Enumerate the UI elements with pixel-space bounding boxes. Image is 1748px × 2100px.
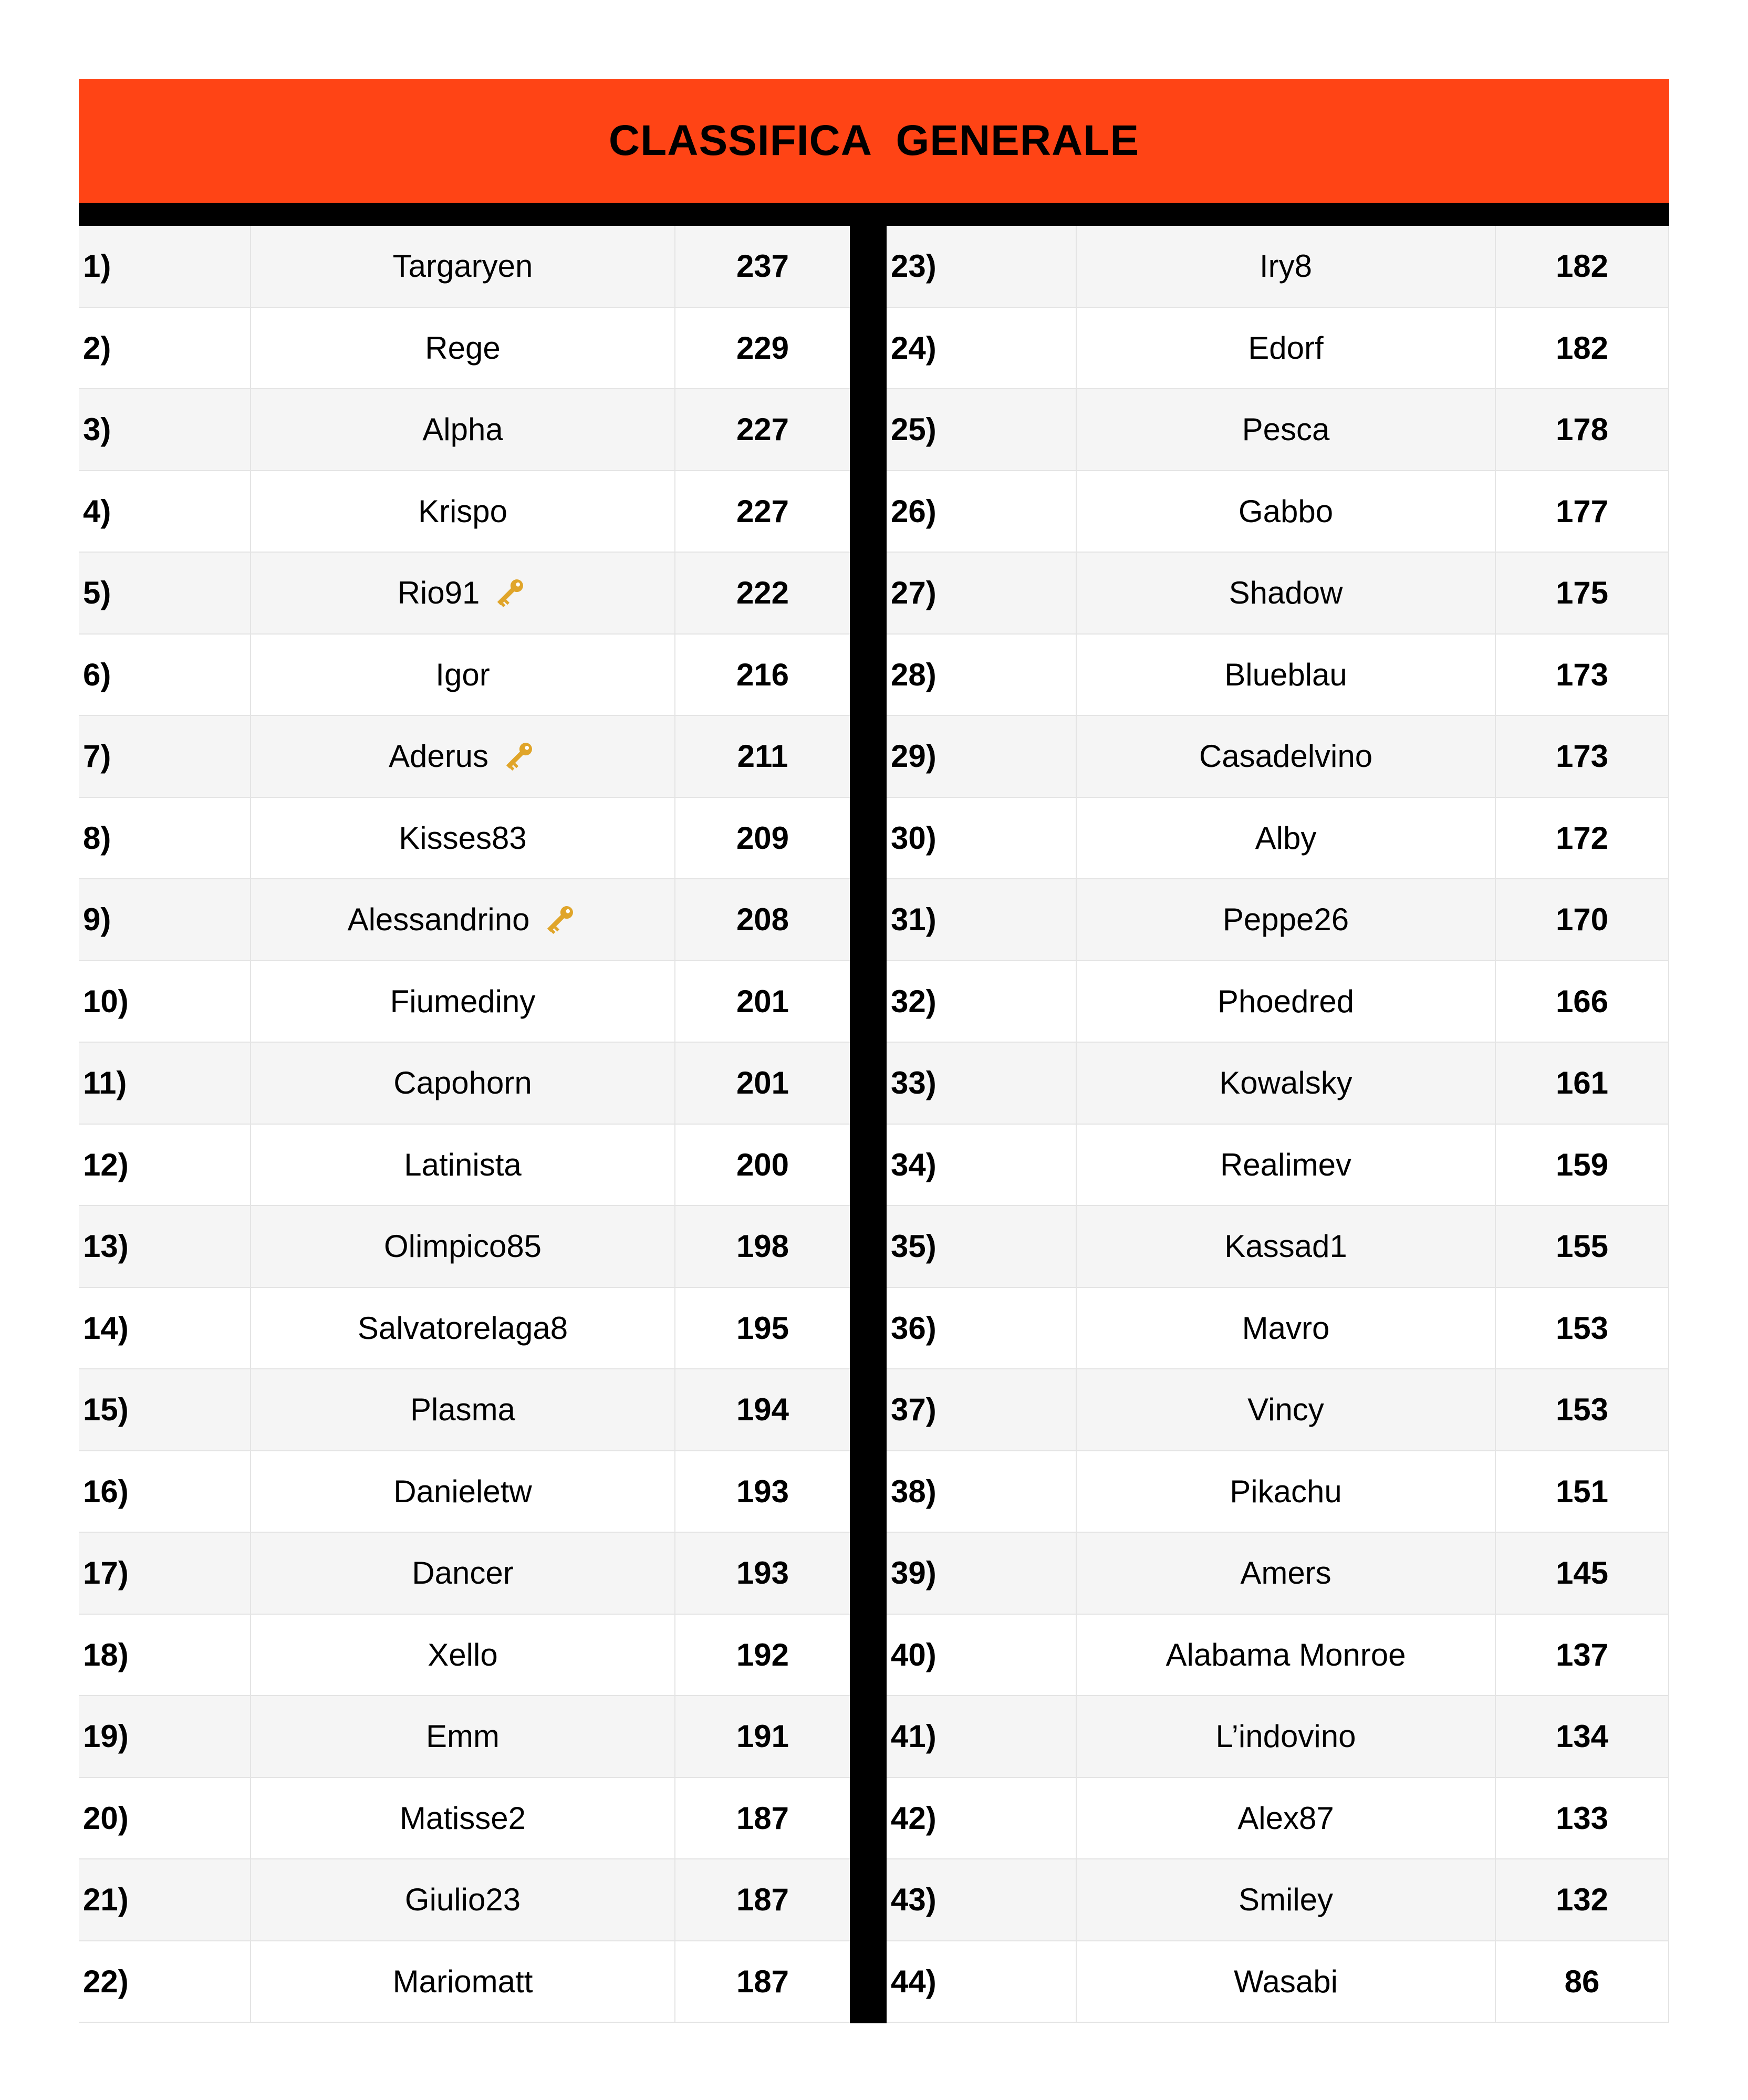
standings-row [887, 226, 1669, 308]
player-name: Kassad1 [1224, 1229, 1347, 1264]
standings-row [79, 1941, 850, 2023]
rank-cell: 9) [79, 879, 251, 960]
standings-row [79, 798, 850, 880]
rank-cell: 34) [887, 1125, 1077, 1205]
standings-row [79, 1206, 850, 1288]
player-name-cell [251, 798, 675, 879]
rank-cell: 6) [79, 635, 251, 715]
rank-cell: 21) [79, 1859, 251, 1940]
score-cell: 177 [1555, 493, 1609, 529]
score-cell: 187 [736, 1882, 789, 1918]
standings-row [79, 1778, 850, 1860]
score-cell: 208 [736, 902, 789, 938]
player-name: Alpha [422, 412, 503, 448]
player-name: Realimev [1220, 1147, 1352, 1182]
player-name: Latinista [404, 1147, 522, 1182]
player-name: Salvatorelaga8 [357, 1310, 568, 1346]
player-name: Danieletw [393, 1473, 532, 1509]
player-name: Gabbo [1238, 493, 1334, 529]
player-name: Fiumediny [390, 983, 536, 1019]
player-name-cell [251, 226, 675, 307]
standings-column-right [887, 226, 1669, 2023]
player-name-cell [251, 1043, 675, 1124]
player-name: Plasma [410, 1392, 516, 1428]
standings-row [79, 1533, 850, 1615]
player-name: Giulio23 [404, 1882, 521, 1918]
score-cell: 216 [736, 657, 789, 692]
rank-cell: 10) [79, 961, 251, 1042]
standings-row [887, 798, 1669, 880]
score-cell: 155 [1555, 1229, 1609, 1264]
rank-cell: 35) [887, 1206, 1077, 1287]
score-cell: 86 [1564, 1963, 1600, 1999]
column-divider [850, 226, 887, 2023]
rank-cell: 39) [887, 1533, 1077, 1614]
standings-row [79, 1451, 850, 1533]
rank-cell: 24) [887, 308, 1077, 389]
standings-row [79, 635, 850, 716]
score-cell: 229 [736, 330, 789, 366]
player-name: Pikachu [1230, 1473, 1342, 1509]
score-cell: 137 [1555, 1637, 1609, 1672]
standings-row [887, 635, 1669, 716]
rank-cell: 31) [887, 879, 1077, 960]
standings-row [887, 716, 1669, 798]
standings-row [887, 1288, 1669, 1370]
standings-row [79, 553, 850, 635]
score-cell: 227 [736, 412, 789, 448]
standings-row [887, 1206, 1669, 1288]
player-name: Igor [435, 657, 490, 692]
rank-cell: 26) [887, 471, 1077, 552]
player-name-cell [1077, 1288, 1496, 1369]
player-name: Krispo [418, 493, 508, 529]
player-name: Mariomatt [392, 1963, 533, 1999]
player-name: Amers [1240, 1555, 1331, 1591]
player-name: Kisses83 [399, 820, 527, 856]
standings-row [887, 471, 1669, 553]
score-cell: 209 [736, 820, 789, 856]
player-name: Emm [426, 1719, 500, 1754]
player-name: Kowalsky [1219, 1065, 1352, 1101]
player-name-cell [1077, 1206, 1496, 1287]
rank-cell: 12) [79, 1125, 251, 1205]
player-name-cell [1077, 553, 1496, 633]
rank-cell: 5) [79, 553, 251, 633]
player-name-cell [251, 389, 675, 470]
player-name: Iry8 [1259, 248, 1313, 284]
player-name-cell [251, 1451, 675, 1532]
rank-cell: 32) [887, 961, 1077, 1042]
score-cell: 200 [736, 1147, 789, 1182]
player-name-cell [1077, 471, 1496, 552]
score-cell: 172 [1555, 820, 1609, 856]
rank-cell: 30) [887, 798, 1077, 879]
score-cell: 237 [736, 248, 789, 284]
standings-row [887, 553, 1669, 635]
player-name: Aderus [388, 739, 489, 774]
rank-cell: 11) [79, 1043, 251, 1124]
score-cell: 175 [1555, 575, 1609, 611]
score-cell: 194 [736, 1392, 789, 1428]
player-name-cell [251, 1533, 675, 1614]
player-name: Xello [428, 1637, 498, 1672]
key-icon [500, 738, 537, 775]
rank-cell: 2) [79, 308, 251, 389]
standings-sheet [79, 79, 1669, 2023]
rank-cell: 14) [79, 1288, 251, 1369]
standings-row [79, 1696, 850, 1778]
player-name-cell [251, 1369, 675, 1450]
player-name-cell [251, 1696, 675, 1777]
player-name: Targaryen [392, 248, 533, 284]
rank-cell: 41) [887, 1696, 1077, 1777]
player-name-cell [1077, 1533, 1496, 1614]
rank-cell: 13) [79, 1206, 251, 1287]
player-name: Dancer [412, 1555, 514, 1591]
rank-cell: 22) [79, 1941, 251, 2022]
player-name-cell [1077, 1369, 1496, 1450]
player-name-cell [251, 716, 675, 797]
player-name: Capohorn [393, 1065, 532, 1101]
player-name-cell [1077, 1125, 1496, 1205]
player-name: Mavro [1242, 1310, 1330, 1346]
rank-cell: 40) [887, 1615, 1077, 1696]
player-name: Rio91 [397, 575, 480, 611]
standings-row [887, 1369, 1669, 1451]
standings-columns [79, 226, 1669, 2023]
player-name-cell [251, 308, 675, 389]
player-name-cell [1077, 1043, 1496, 1124]
rank-cell: 17) [79, 1533, 251, 1614]
rank-cell: 36) [887, 1288, 1077, 1369]
player-name: Olimpico85 [383, 1229, 542, 1264]
score-cell: 193 [736, 1555, 789, 1591]
rank-cell: 28) [887, 635, 1077, 715]
player-name-cell [1077, 635, 1496, 715]
player-name: Wasabi [1234, 1963, 1338, 1999]
rank-cell: 44) [887, 1941, 1077, 2022]
score-cell: 151 [1555, 1473, 1609, 1509]
standings-row [887, 1451, 1669, 1533]
score-cell: 178 [1555, 412, 1609, 448]
standings-row [887, 1043, 1669, 1125]
score-cell: 173 [1555, 657, 1609, 692]
standings-row [79, 1288, 850, 1370]
player-name-cell [1077, 1615, 1496, 1696]
player-name-cell [251, 553, 675, 633]
score-cell: 132 [1555, 1882, 1609, 1918]
score-cell: 187 [736, 1963, 789, 1999]
score-cell: 159 [1555, 1147, 1609, 1182]
rank-cell: 7) [79, 716, 251, 797]
score-cell: 222 [736, 575, 789, 611]
standings-row [79, 716, 850, 798]
rank-cell: 4) [79, 471, 251, 552]
score-cell: 170 [1555, 902, 1609, 938]
standings-row [79, 1043, 850, 1125]
score-cell: 201 [736, 983, 789, 1019]
player-name: L’indovino [1215, 1719, 1356, 1754]
score-cell: 153 [1555, 1310, 1609, 1346]
player-name: Alabama Monroe [1166, 1637, 1406, 1672]
score-cell: 182 [1555, 248, 1609, 284]
standings-column-left [79, 226, 850, 2023]
score-cell: 193 [736, 1473, 789, 1509]
standings-row [887, 1696, 1669, 1778]
score-cell: 192 [736, 1637, 789, 1672]
score-cell: 201 [736, 1065, 789, 1101]
rank-cell: 42) [887, 1778, 1077, 1859]
rank-cell: 43) [887, 1859, 1077, 1940]
standings-row [887, 961, 1669, 1043]
rank-cell: 8) [79, 798, 251, 879]
player-name-cell [1077, 1696, 1496, 1777]
standings-row [79, 879, 850, 961]
player-name-cell [1077, 308, 1496, 389]
rank-cell: 18) [79, 1615, 251, 1696]
standings-row [79, 961, 850, 1043]
standings-row [79, 1125, 850, 1207]
player-name: Pesca [1242, 412, 1330, 448]
player-name: Peppe26 [1222, 902, 1349, 938]
standings-row [887, 1859, 1669, 1941]
standings-row [887, 1125, 1669, 1207]
player-name: Shadow [1229, 575, 1343, 611]
rank-cell: 38) [887, 1451, 1077, 1532]
standings-row [79, 1369, 850, 1451]
player-name-cell [251, 471, 675, 552]
key-icon [491, 575, 528, 611]
score-cell: 182 [1555, 330, 1609, 366]
standings-row [887, 308, 1669, 390]
player-name-cell [251, 1615, 675, 1696]
rank-cell: 25) [887, 389, 1077, 470]
standings-row [79, 1859, 850, 1941]
player-name-cell [251, 1206, 675, 1287]
player-name-cell [1077, 1859, 1496, 1940]
rank-cell: 16) [79, 1451, 251, 1532]
standings-row [79, 389, 850, 471]
player-name: Alessandrino [347, 902, 530, 938]
rank-cell: 27) [887, 553, 1077, 633]
standings-row [887, 1778, 1669, 1860]
rank-cell: 1) [79, 226, 251, 307]
standings-row [887, 879, 1669, 961]
player-name-cell [251, 1859, 675, 1940]
rank-cell: 37) [887, 1369, 1077, 1450]
score-cell: 227 [736, 493, 789, 529]
score-cell: 153 [1555, 1392, 1609, 1428]
standings-row [79, 308, 850, 390]
score-cell: 173 [1555, 739, 1609, 774]
score-cell: 195 [736, 1310, 789, 1346]
player-name: Blueblau [1224, 657, 1347, 692]
rank-cell: 23) [887, 226, 1077, 307]
player-name: Edorf [1248, 330, 1324, 366]
player-name-cell [1077, 1451, 1496, 1532]
rank-cell: 29) [887, 716, 1077, 797]
score-cell: 198 [736, 1229, 789, 1264]
player-name-cell [1077, 1778, 1496, 1859]
rank-cell: 20) [79, 1778, 251, 1859]
key-icon [541, 901, 578, 938]
standings-row [887, 1615, 1669, 1697]
score-cell: 211 [737, 739, 788, 774]
player-name-cell [251, 635, 675, 715]
score-cell: 191 [736, 1719, 789, 1754]
standings-row [79, 226, 850, 308]
player-name-cell [1077, 389, 1496, 470]
player-name: Rege [425, 330, 501, 366]
standings-row [79, 1615, 850, 1697]
score-cell: 133 [1555, 1800, 1609, 1836]
player-name-cell [1077, 961, 1496, 1042]
standings-row [887, 1941, 1669, 2023]
player-name-cell [251, 1941, 675, 2022]
rank-cell: 15) [79, 1369, 251, 1450]
page-title: CLASSIFICA GENERALE [79, 79, 1669, 203]
score-cell: 161 [1555, 1065, 1609, 1101]
player-name: Alby [1255, 820, 1317, 856]
rank-cell: 33) [887, 1043, 1077, 1124]
player-name-cell [1077, 798, 1496, 879]
player-name-cell [1077, 1941, 1496, 2022]
score-cell: 187 [736, 1800, 789, 1836]
score-cell: 145 [1555, 1555, 1609, 1591]
player-name: Vincy [1247, 1392, 1324, 1428]
player-name: Casadelvino [1199, 739, 1373, 774]
standings-row [79, 471, 850, 553]
player-name-cell [251, 879, 675, 960]
player-name-cell [1077, 226, 1496, 307]
header-divider [79, 203, 1669, 226]
rank-cell: 19) [79, 1696, 251, 1777]
standings-row [887, 1533, 1669, 1615]
player-name-cell [251, 961, 675, 1042]
score-cell: 166 [1555, 983, 1609, 1019]
player-name-cell [1077, 879, 1496, 960]
player-name: Smiley [1238, 1882, 1334, 1918]
player-name-cell [1077, 716, 1496, 797]
player-name: Alex87 [1237, 1800, 1334, 1836]
standings-row [887, 389, 1669, 471]
player-name-cell [251, 1778, 675, 1859]
rank-cell: 3) [79, 389, 251, 470]
player-name: Matisse2 [399, 1800, 526, 1836]
player-name-cell [251, 1288, 675, 1369]
player-name: Phoedred [1217, 983, 1355, 1019]
score-cell: 134 [1555, 1719, 1609, 1754]
player-name-cell [251, 1125, 675, 1205]
